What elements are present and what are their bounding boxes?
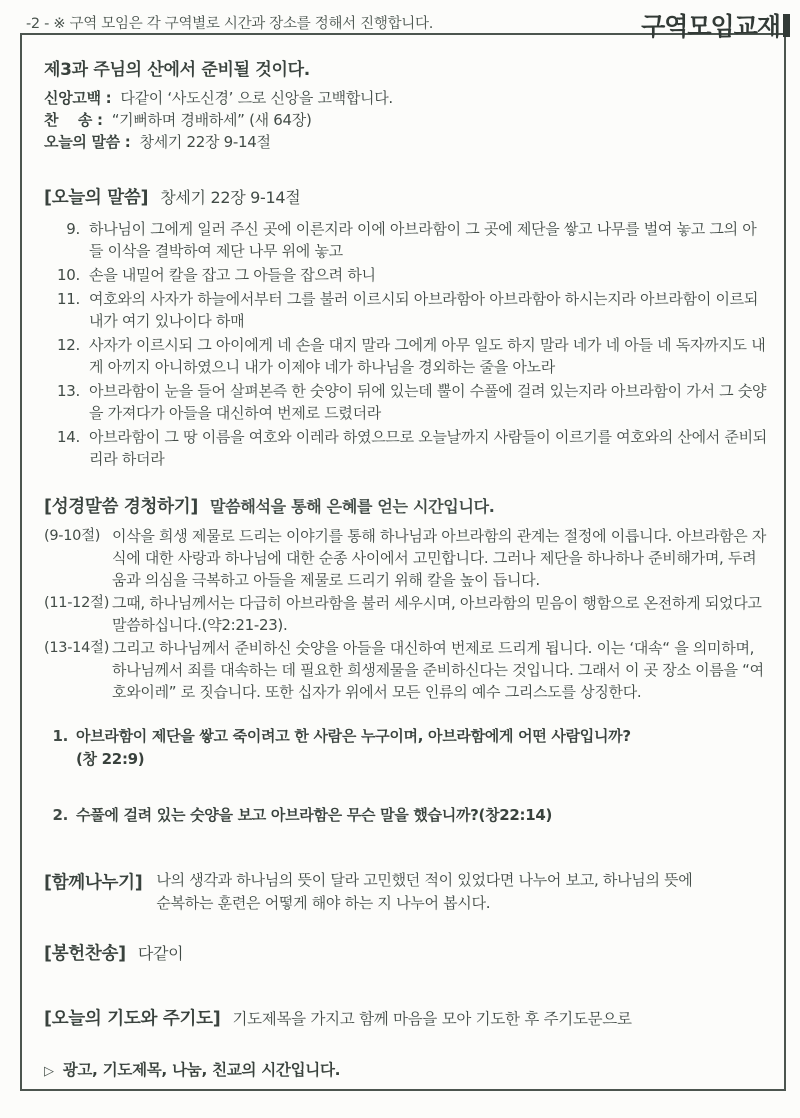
intro-list (44, 87, 768, 153)
question-number: 1. (52, 727, 68, 745)
verse-text: 아브라함이 그 땅 이름을 여호와 이레라 하였으므로 오늘날까지 사람들이 이르기를 여호와의 산에서 준비되리라 하더라 (89, 428, 767, 468)
intro-row (44, 131, 768, 153)
question-text (76, 725, 768, 771)
verse-row (44, 264, 768, 286)
triangle-bullet-icon: ▷ (44, 1064, 54, 1079)
note-text: 그때, 하나님께서는 다급히 아브라함을 불러 세우시며, 아브라함의 믿음이 행함으로 온전하게 되었다고 말씀하십니다.(약2:21-23). (112, 594, 762, 634)
todays-word-heading: [오늘의 말씀] (44, 188, 149, 208)
booklet-logo-text: 구역모임교재 (641, 12, 780, 41)
offering-text: 다같이 (137, 944, 184, 963)
page-header (0, 0, 800, 41)
page-number-note: -2 - ※ 구역 모임은 각 구역별로 시간과 장소를 정해서 진행합니다. (26, 16, 434, 32)
prayer-section (44, 1005, 768, 1030)
verse-row (44, 218, 768, 262)
question-row (44, 804, 768, 827)
offering-section (44, 940, 768, 965)
verse-text: 여호와의 사자가 하늘에서부터 그를 불러 이르시되 아브라함아 아브라함아 하시는지라 아브라함이 이르되 내가 여기 있나이다 하매 (89, 290, 759, 330)
booklet-logo (641, 7, 790, 43)
listening-heading: [성경말씀 경청하기] (44, 497, 199, 517)
question-list (44, 725, 768, 827)
question-body: 아브라함이 제단을 쌓고 죽이려고 한 사람은 누구이며, 아브라함에게 어떤 사람입니까? (76, 727, 631, 745)
todays-word-section-head (44, 184, 768, 209)
verse-text: 손을 내밀어 칼을 잡고 그 아들을 잡으려 하니 (89, 266, 376, 284)
verse-row (44, 380, 768, 424)
verse-number: 11. (57, 290, 80, 308)
verse-row (44, 334, 768, 378)
intro-row-text: 다같이 ‘사도신경’ 으로 신앙을 고백합니다. (120, 89, 393, 107)
verse-text: 아브라함이 눈을 들어 살펴본즉 한 숫양이 뒤에 있는데 뿔이 수풀에 걸려 있는지라 아브라함이 가서 그 숫양을 가져다가 아들을 대신하여 번제로 드렸더라 (89, 382, 767, 422)
verse-number: 9. (66, 220, 80, 238)
verse-number: 12. (57, 336, 80, 354)
prayer-text: 기도제목을 가지고 함께 마음을 모아 기도한 후 주기도문으로 (232, 1010, 632, 1028)
intro-row-text: 창세기 22장 9-14절 (139, 133, 271, 151)
sharing-section (44, 869, 768, 915)
question-body: 수풀에 걸려 있는 숫양을 보고 아브라함은 무슨 말을 했습니까?(창22:14) (76, 806, 553, 824)
intro-row (44, 87, 768, 109)
verse-text: 하나님이 그에게 일러 주신 곳에 이른지라 이에 아브라함이 그 곳에 제단을 쌓고 나무를 벌여 놓고 그의 아들 이삭을 결박하여 제단 나무 위에 놓고 (89, 220, 757, 260)
verse-number: 13. (57, 382, 80, 400)
question-scripture-ref: (창 22:9) (76, 750, 145, 768)
note-text: 그리고 하나님께서 준비하신 숫양을 아들을 대신하여 번제로 드리게 됩니다. 이는 ‘대속“ 을 의미하며, 하나님께서 죄를 대속하는 데 필요한 희생제물을 준비하신다는 것입니다. 그래서 이 곳 장소 이름을 “여호와이레” 로 짓습니다. 또한 십자가 위에서 모든 인류의 예수 그리스도를 상징한다. (112, 639, 764, 701)
note-text: 이삭을 희생 제물로 드리는 이야기를 통해 하나님과 아브라함의 관계는 절정에 이릅니다. 아브라함은 자식에 대한 사랑과 하나님에 대한 순종 사이에서 고민합니다. 그러나 제단을 하나하나 준비해가며, 두려움과 의심을 극복하고 아들을 제물로 드리기 위해 칼을 높이 듭니다. (112, 527, 767, 589)
note-verse-range: (11-12절) (44, 595, 110, 611)
verse-number: 14. (57, 428, 80, 446)
listening-section-head (44, 493, 768, 518)
note-verse-range: (13-14절) (44, 640, 110, 656)
listening-notes (44, 525, 768, 703)
closing-note-text: 광고, 기도제목, 나눔, 친교의 시간입니다. (62, 1061, 341, 1079)
note-row (44, 637, 768, 703)
note-row (44, 525, 768, 591)
prayer-heading: [오늘의 기도와 주기도] (44, 1009, 221, 1029)
verse-row (44, 288, 768, 332)
todays-word-subtitle: 창세기 22장 9-14절 (160, 188, 301, 207)
verse-text: 사자가 이르시되 그 아이에게 네 손을 대지 말라 그에게 아무 일도 하지 말라 네가 네 아들 네 독자까지도 내게 아끼지 아니하였으니 내가 이제야 네가 하나님을 경외하는 줄을 아노라 (89, 336, 766, 376)
note-row (44, 592, 768, 636)
intro-row-text: “기뻐하며 경배하세” (새 64장) (111, 111, 312, 129)
question-text (76, 804, 768, 827)
intro-row-label: 오늘의 말씀 : (44, 133, 131, 151)
question-number: 2. (52, 806, 68, 824)
logo-bar-icon (783, 14, 790, 37)
sharing-heading: [함께나누기] (44, 873, 143, 893)
verse-number: 10. (57, 266, 80, 284)
lesson-title: 제3과 주님의 산에서 준비될 것이다. (44, 60, 310, 80)
offering-heading: [봉헌찬송] (44, 944, 126, 964)
question-row (44, 725, 768, 771)
intro-row-label: 찬 송 : (44, 111, 103, 129)
note-verse-range: (9-10절) (44, 528, 101, 544)
verse-row (44, 426, 768, 470)
verse-list (44, 218, 768, 470)
intro-row (44, 109, 768, 131)
lesson-content-box (20, 33, 786, 1091)
listening-subtitle: 말씀해석을 통해 은혜를 얻는 시간입니다. (210, 497, 495, 516)
closing-note (44, 1058, 768, 1080)
sharing-text: 나의 생각과 하나님의 뜻이 달라 고민했던 적이 있었다면 나누어 보고, 하나님의 뜻에 순복하는 훈련은 어떻게 해야 하는 지 나누어 봅시다. (156, 871, 693, 912)
intro-row-label: 신앙고백 : (44, 89, 112, 107)
